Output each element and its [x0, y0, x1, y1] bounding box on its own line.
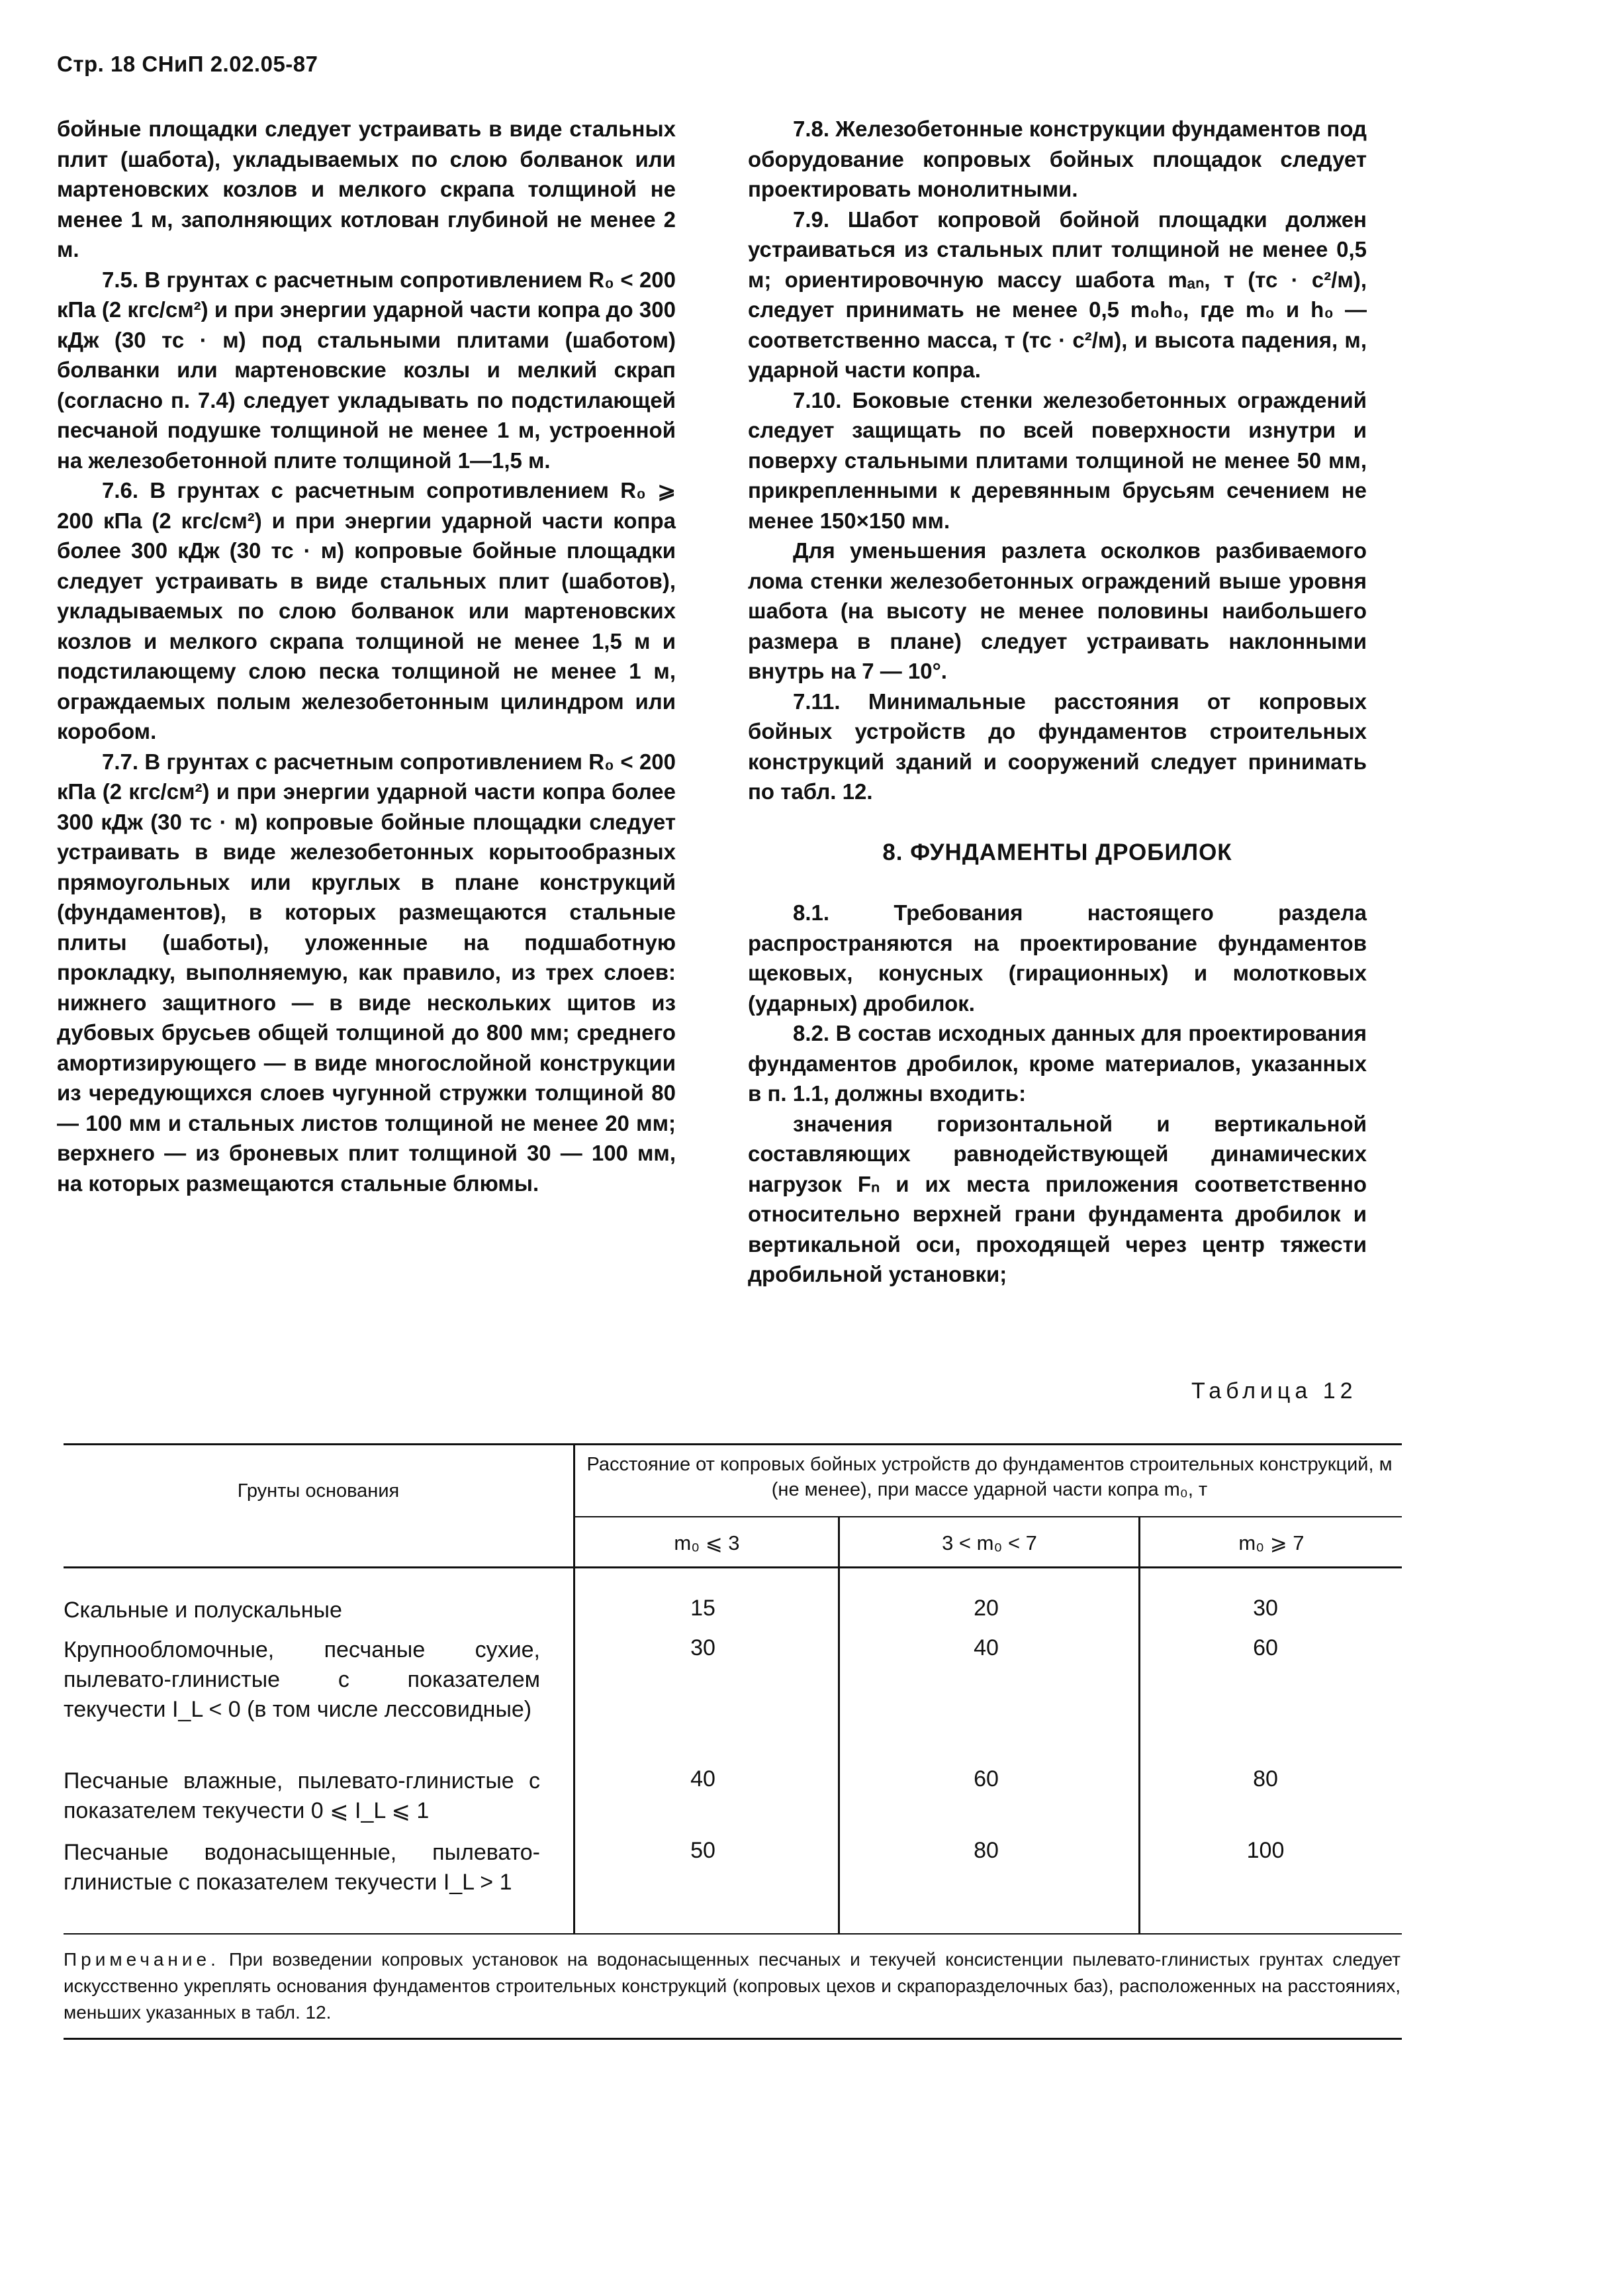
table-cell: 100: [1246, 1838, 1285, 1863]
table-subheader-1: m₀ ⩽ 3: [674, 1531, 740, 1555]
table-cell: 30: [690, 1635, 715, 1660]
paragraph-7-7: 7.7. В грунтах с расчетным сопротивлением R₀ < 200 кПа (2 кгс/см²) и при энергии ударной части копра более 300 кДж (30 тс · м) копровые бойные площадки следует устраивать в виде железобетонных корытообразных прямоугольных или круглых в плане конструкций (фундаментов), в которых размещаются стальные плиты (шаботы), уложенные на подшаботную прокладку, выполняемую, как правило, из трех слоев: нижнего защитного — в виде нескольких щитов из дубовых брусьев общей толщиной до 800 мм; среднего амортизирующего — в виде многослойной конструкции из чередующихся слоев чугунной стружки толщиной 80 — 100 мм и стальных листов толщиной не менее 20 мм; верхнего — из броневых плит толщиной 30 — 100 мм, на которых размещаются стальные блюмы.: [57, 749, 676, 1196]
paragraph-7-5: 7.5. В грунтах с расчетным сопротивлением R₀ < 200 кПа (2 кгс/см²) и при энергии ударной части копра до 300 кДж (30 тс · м) под стальными плитами (шаботом) болванки или мартеновские козлы и мелкий скрап (согласно п. 7.4) следует укладывать по подстилающей песчаной подушке толщиной не менее 1 м, устроенной на железобетонной плите толщиной 1—1,5 м.: [57, 267, 676, 473]
section-heading: 8. ФУНДАМЕНТЫ ДРОБИЛОК: [882, 839, 1232, 865]
table-group-header: Расстояние от копровых бойных устройств до фундаментов строительных конструкций, м (не менее), при массе ударной части копра m₀, т: [586, 1454, 1393, 1500]
table-cell: 15: [690, 1596, 715, 1621]
table-col-rule-2: [838, 1516, 840, 1934]
table-top-rule: [64, 1443, 1402, 1445]
paragraph: бойные площадки следует устраивать в виде стальных плит (шабота), укладываемых по слою болванок или мартеновских козлов и мелкого скрапа толщиной не менее 1 м, заполняющих котлован глубиной не менее 2 м.: [57, 117, 676, 262]
right-column: [748, 114, 1367, 1290]
table-col-rule-1: [573, 1443, 575, 1934]
note-label: Примечание.: [64, 1949, 220, 1970]
table-note: [64, 1946, 1400, 2026]
table-row-soil: Крупнообломочные, песчаные сухие, пылевато-глинистые с показателем текучести I_L < 0 (в том числе лессовидные): [64, 1637, 540, 1722]
table-row-soil: Песчаные водонасыщенные, пылевато-глинистые с показателем текучести I_L > 1: [64, 1840, 540, 1895]
table-cell: 20: [974, 1596, 999, 1621]
table-cell: 40: [974, 1635, 999, 1660]
note-text: При возведении копровых установок на водонасыщенных песчаных и текучей консистенции пылевато-глинистых грунтах следует искусственно укреплять основания фундаментов строительных конструкций (копровых цехов и скрапоразделочных баз), расположенных на расстояниях, меньших указанных в табл. 12.: [64, 1949, 1401, 2023]
table-cell: 40: [690, 1766, 715, 1792]
table-header-soil: Грунты основания: [237, 1480, 400, 1502]
note-bottom-rule: [64, 2038, 1402, 2040]
table-row-soil: Песчаные влажные, пылевато-глинистые с показателем текучести 0 ⩽ I_L ⩽ 1: [64, 1768, 540, 1823]
table-cell: 60: [1253, 1635, 1278, 1660]
paragraph-8-2: 8.2. В состав исходных данных для проектирования фундаментов дробилок, кроме материалов, указанных в п. 1.1, должны входить:: [748, 1021, 1367, 1106]
paragraph-7-9: 7.9. Шабот копровой бойной площадки должен устраиваться из стальных плит толщиной не менее 0,5 м; ориентировочную массу шабота mₐₙ, т (тс · с²/м), следует принимать не менее 0,5 m₀h₀, где m₀ и h₀ — соответственно масса, т (тс · с²/м), и высота падения, м, ударной части копра.: [748, 207, 1367, 382]
table-bottom-rule: [64, 1933, 1402, 1935]
table-cell: 80: [974, 1838, 999, 1863]
left-column: [57, 114, 676, 1198]
paragraph-7-11: 7.11. Минимальные расстояния от копровых бойных устройств до фундаментов строительных конструкций зданий и сооружений следует принимать по табл. 12.: [748, 689, 1367, 804]
paragraph-8-2-item: значения горизонтальной и вертикальной составляющих равнодействующей динамических нагрузок Fₙ и их места приложения соответственно относительно верхней грани фундамента дробилок и вертикальной оси, проходящей через центр тяжести дробильной установки;: [748, 1111, 1367, 1286]
paragraph-8-1: 8.1. Требования настоящего раздела распространяются на проектирование фундаментов щековых, конусных (гирационных) и молотковых (ударных) дробилок.: [748, 900, 1367, 1016]
table-title: Таблица 12: [1191, 1378, 1357, 1404]
page-header: Стр. 18 СНиП 2.02.05-87: [57, 52, 318, 76]
table-col-rule-3: [1138, 1516, 1140, 1934]
table-subheader-2: 3 < m₀ < 7: [942, 1531, 1037, 1555]
table-row-soil: Скальные и полускальные: [64, 1598, 342, 1623]
table-header-bottom-rule: [64, 1566, 1402, 1568]
table-cell: 50: [690, 1838, 715, 1863]
paragraph-7-8: 7.8. Железобетонные конструкции фундаментов под оборудование копровых бойных площадок следует проектировать монолитными.: [748, 117, 1367, 201]
table-cell: 80: [1253, 1766, 1278, 1792]
table-cell: 30: [1253, 1596, 1278, 1621]
table-subheader-rule: [574, 1516, 1402, 1517]
table-subheader-3: m₀ ⩾ 7: [1238, 1531, 1305, 1555]
paragraph-7-10: 7.10. Боковые стенки железобетонных ограждений следует защищать по всей поверхности изнутри и поверху стальными плитами толщиной не менее 50 мм, прикрепленными к деревянным брусьям сечением не менее 150×150 мм.: [748, 387, 1367, 533]
table-cell: 60: [974, 1766, 999, 1792]
paragraph-7-10-cont: Для уменьшения разлета осколков разбиваемого лома стенки железобетонных ограждений выше уровня шабота (на высоту не менее половины наибольшего размера в плане) следует устраивать наклонными внутрь на 7 — 10°.: [748, 538, 1367, 683]
paragraph-7-6: 7.6. В грунтах с расчетным сопротивлением R₀ ⩾ 200 кПа (2 кгс/см²) и при энергии ударной части копра более 300 кДж (30 тс · м) копровые бойные площадки следует устраивать в виде стальных плит (шаботов), укладываемых по слою болванок или мартеновских козлов и мелкого скрапа толщиной не менее 1,5 м и подстилающему слою песка толщиной не менее 1 м, ограждаемых полым железобетонным цилиндром или коробом.: [57, 478, 676, 743]
